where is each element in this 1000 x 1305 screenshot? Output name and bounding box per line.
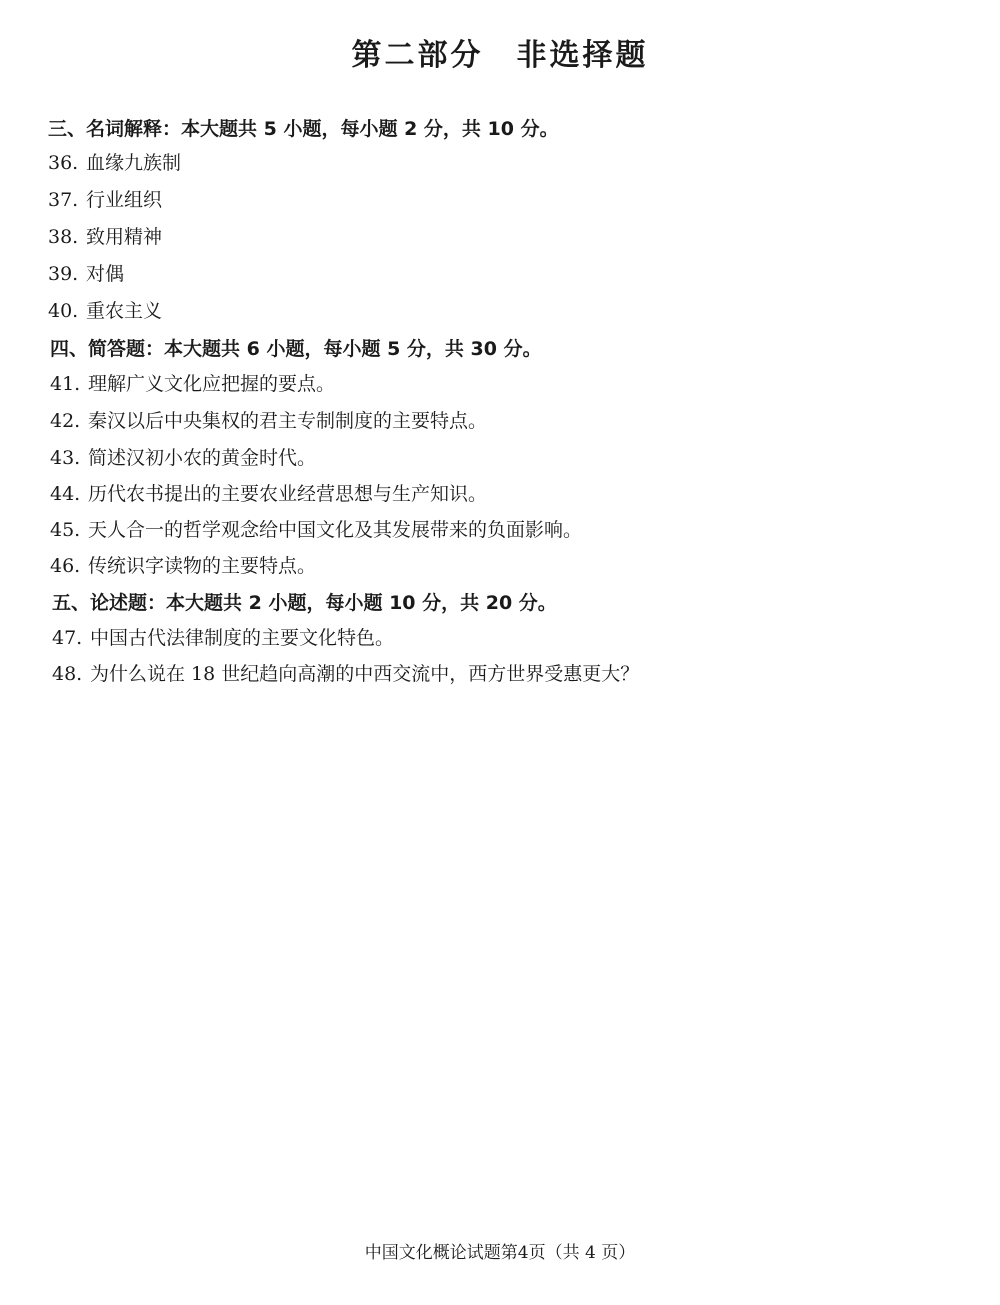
question-number: 42. [50, 410, 81, 432]
question-item [52, 659, 639, 686]
question-text: 为什么说在 18 世纪趋向高潮的中西交流中，西方世界受惠更大？ [90, 663, 640, 685]
question-item [50, 369, 335, 396]
question-number: 46. [50, 555, 81, 577]
question-text: 理解广义文化应把握的要点。 [88, 373, 336, 395]
question-item [50, 443, 316, 470]
question-number: 48. [52, 663, 83, 685]
question-number: 36. [48, 152, 79, 174]
question-item [48, 222, 162, 249]
question-item [48, 148, 181, 175]
question-number: 38. [48, 226, 79, 248]
question-item [48, 296, 162, 323]
question-text: 致用精神 [86, 226, 163, 248]
question-item [52, 623, 394, 650]
section-heading-terms: 三、名词解释：本大题共 5 小题，每小题 2 分，共 10 分。 [48, 118, 559, 140]
question-text: 对偶 [86, 263, 125, 285]
question-text: 中国古代法律制度的主要文化特色。 [90, 627, 395, 649]
question-number: 44. [50, 483, 81, 505]
section-heading-short-answer: 四、简答题：本大题共 6 小题，每小题 5 分，共 30 分。 [50, 338, 542, 360]
question-number: 47. [52, 627, 83, 649]
section-heading-essay: 五、论述题：本大题共 2 小题，每小题 10 分，共 20 分。 [52, 592, 557, 614]
question-item [50, 515, 582, 542]
question-number: 37. [48, 189, 79, 211]
question-number: 43. [50, 447, 81, 469]
question-number: 45. [50, 519, 81, 541]
question-text: 血缘九族制 [86, 152, 182, 174]
question-number: 40. [48, 300, 79, 322]
question-item [50, 551, 316, 578]
question-text: 天人合一的哲学观念给中国文化及其发展带来的负面影响。 [88, 519, 583, 541]
page-title: 第二部分 非选择题 [351, 38, 649, 73]
question-item [48, 185, 162, 212]
question-text: 行业组织 [86, 189, 163, 211]
page-footer: 中国文化概论试题第4页（共 4 页） [364, 1243, 636, 1263]
question-item [48, 259, 124, 286]
question-text: 简述汉初小农的黄金时代。 [88, 447, 317, 469]
question-text: 重农主义 [86, 300, 163, 322]
question-item [50, 406, 487, 433]
question-number: 41. [50, 373, 81, 395]
question-number: 39. [48, 263, 79, 285]
question-item [50, 479, 487, 506]
question-text: 传统识字读物的主要特点。 [88, 555, 317, 577]
question-text: 秦汉以后中央集权的君主专制制度的主要特点。 [88, 410, 488, 432]
question-text: 历代农书提出的主要农业经营思想与生产知识。 [88, 483, 488, 505]
